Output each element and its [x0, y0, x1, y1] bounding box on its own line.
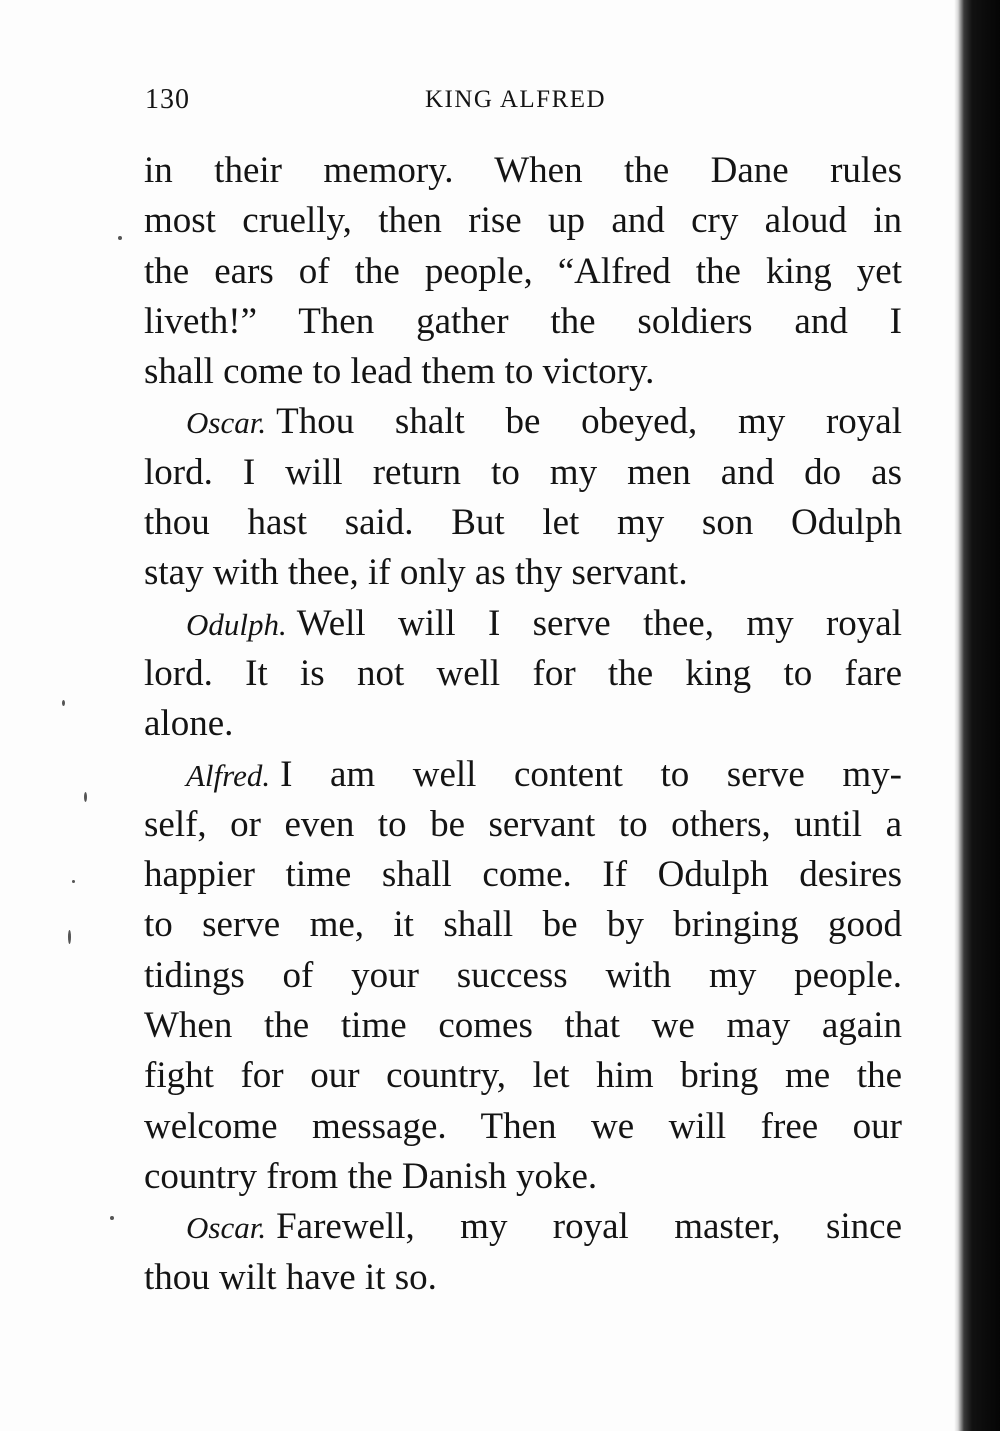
text-line: When the time comes that we may again [144, 1005, 902, 1047]
text-line: country from the Danish yoke. [144, 1155, 598, 1197]
scan-speck [118, 236, 122, 240]
text-line: self, or even to be servant to others, until a [144, 803, 902, 845]
speaker-name: Alfred. [186, 757, 271, 793]
text-line: most cruelly, then rise up and cry aloud in [144, 200, 902, 242]
text-line: liveth!” Then gather the soldiers and I [144, 300, 902, 342]
text-line: alone. [144, 703, 234, 745]
dialogue-text: I am well content to serve my- [280, 753, 902, 795]
running-head: KING ALFRED [425, 86, 607, 113]
binding-edge [954, 0, 1000, 1431]
text-line: happier time shall come. If Odulph desires [144, 854, 902, 896]
text-line: thou wilt have it so. [144, 1256, 437, 1298]
dialogue-line [144, 599, 902, 649]
text-line: fight for our country, let him bring me the [144, 1055, 902, 1097]
text-line: stay with thee, if only as thy servant. [144, 552, 688, 594]
text-line: tidings of your success with my people. [144, 954, 902, 996]
text-line: thou hast said. But let my son Odulph [144, 502, 902, 544]
scan-speck [68, 930, 71, 944]
speaker-name: Oscar. [186, 405, 267, 441]
text-line: to serve me, it shall be by bringing good [144, 904, 902, 946]
page-header [145, 84, 905, 124]
text-line: the ears of the people, “Alfred the king yet [144, 250, 902, 292]
dialogue-line [144, 397, 902, 447]
scan-speck [110, 1216, 114, 1220]
text-line: lord. I will return to my men and do as [144, 451, 902, 493]
text-line: shall come to lead them to victory. [144, 351, 655, 393]
body-text [144, 146, 902, 1303]
scan-speck [84, 792, 87, 802]
dialogue-text: Thou shalt be obeyed, my royal [276, 401, 902, 443]
text-line: lord. It is not well for the king to fare [144, 652, 902, 694]
dialogue-line [144, 1202, 902, 1252]
speaker-name: Oscar. [186, 1210, 267, 1246]
text-line: welcome message. Then we will free our [144, 1105, 902, 1147]
scan-speck [72, 880, 75, 883]
dialogue-line [144, 750, 902, 800]
page-number: 130 [145, 84, 190, 115]
dialogue-text: Farewell, my royal master, since [276, 1206, 902, 1248]
scan-speck [62, 700, 65, 706]
text-line: in their memory. When the Dane rules [144, 150, 902, 191]
speaker-name: Odulph. [186, 606, 287, 642]
dialogue-text: Well will I serve thee, my royal [296, 602, 902, 644]
